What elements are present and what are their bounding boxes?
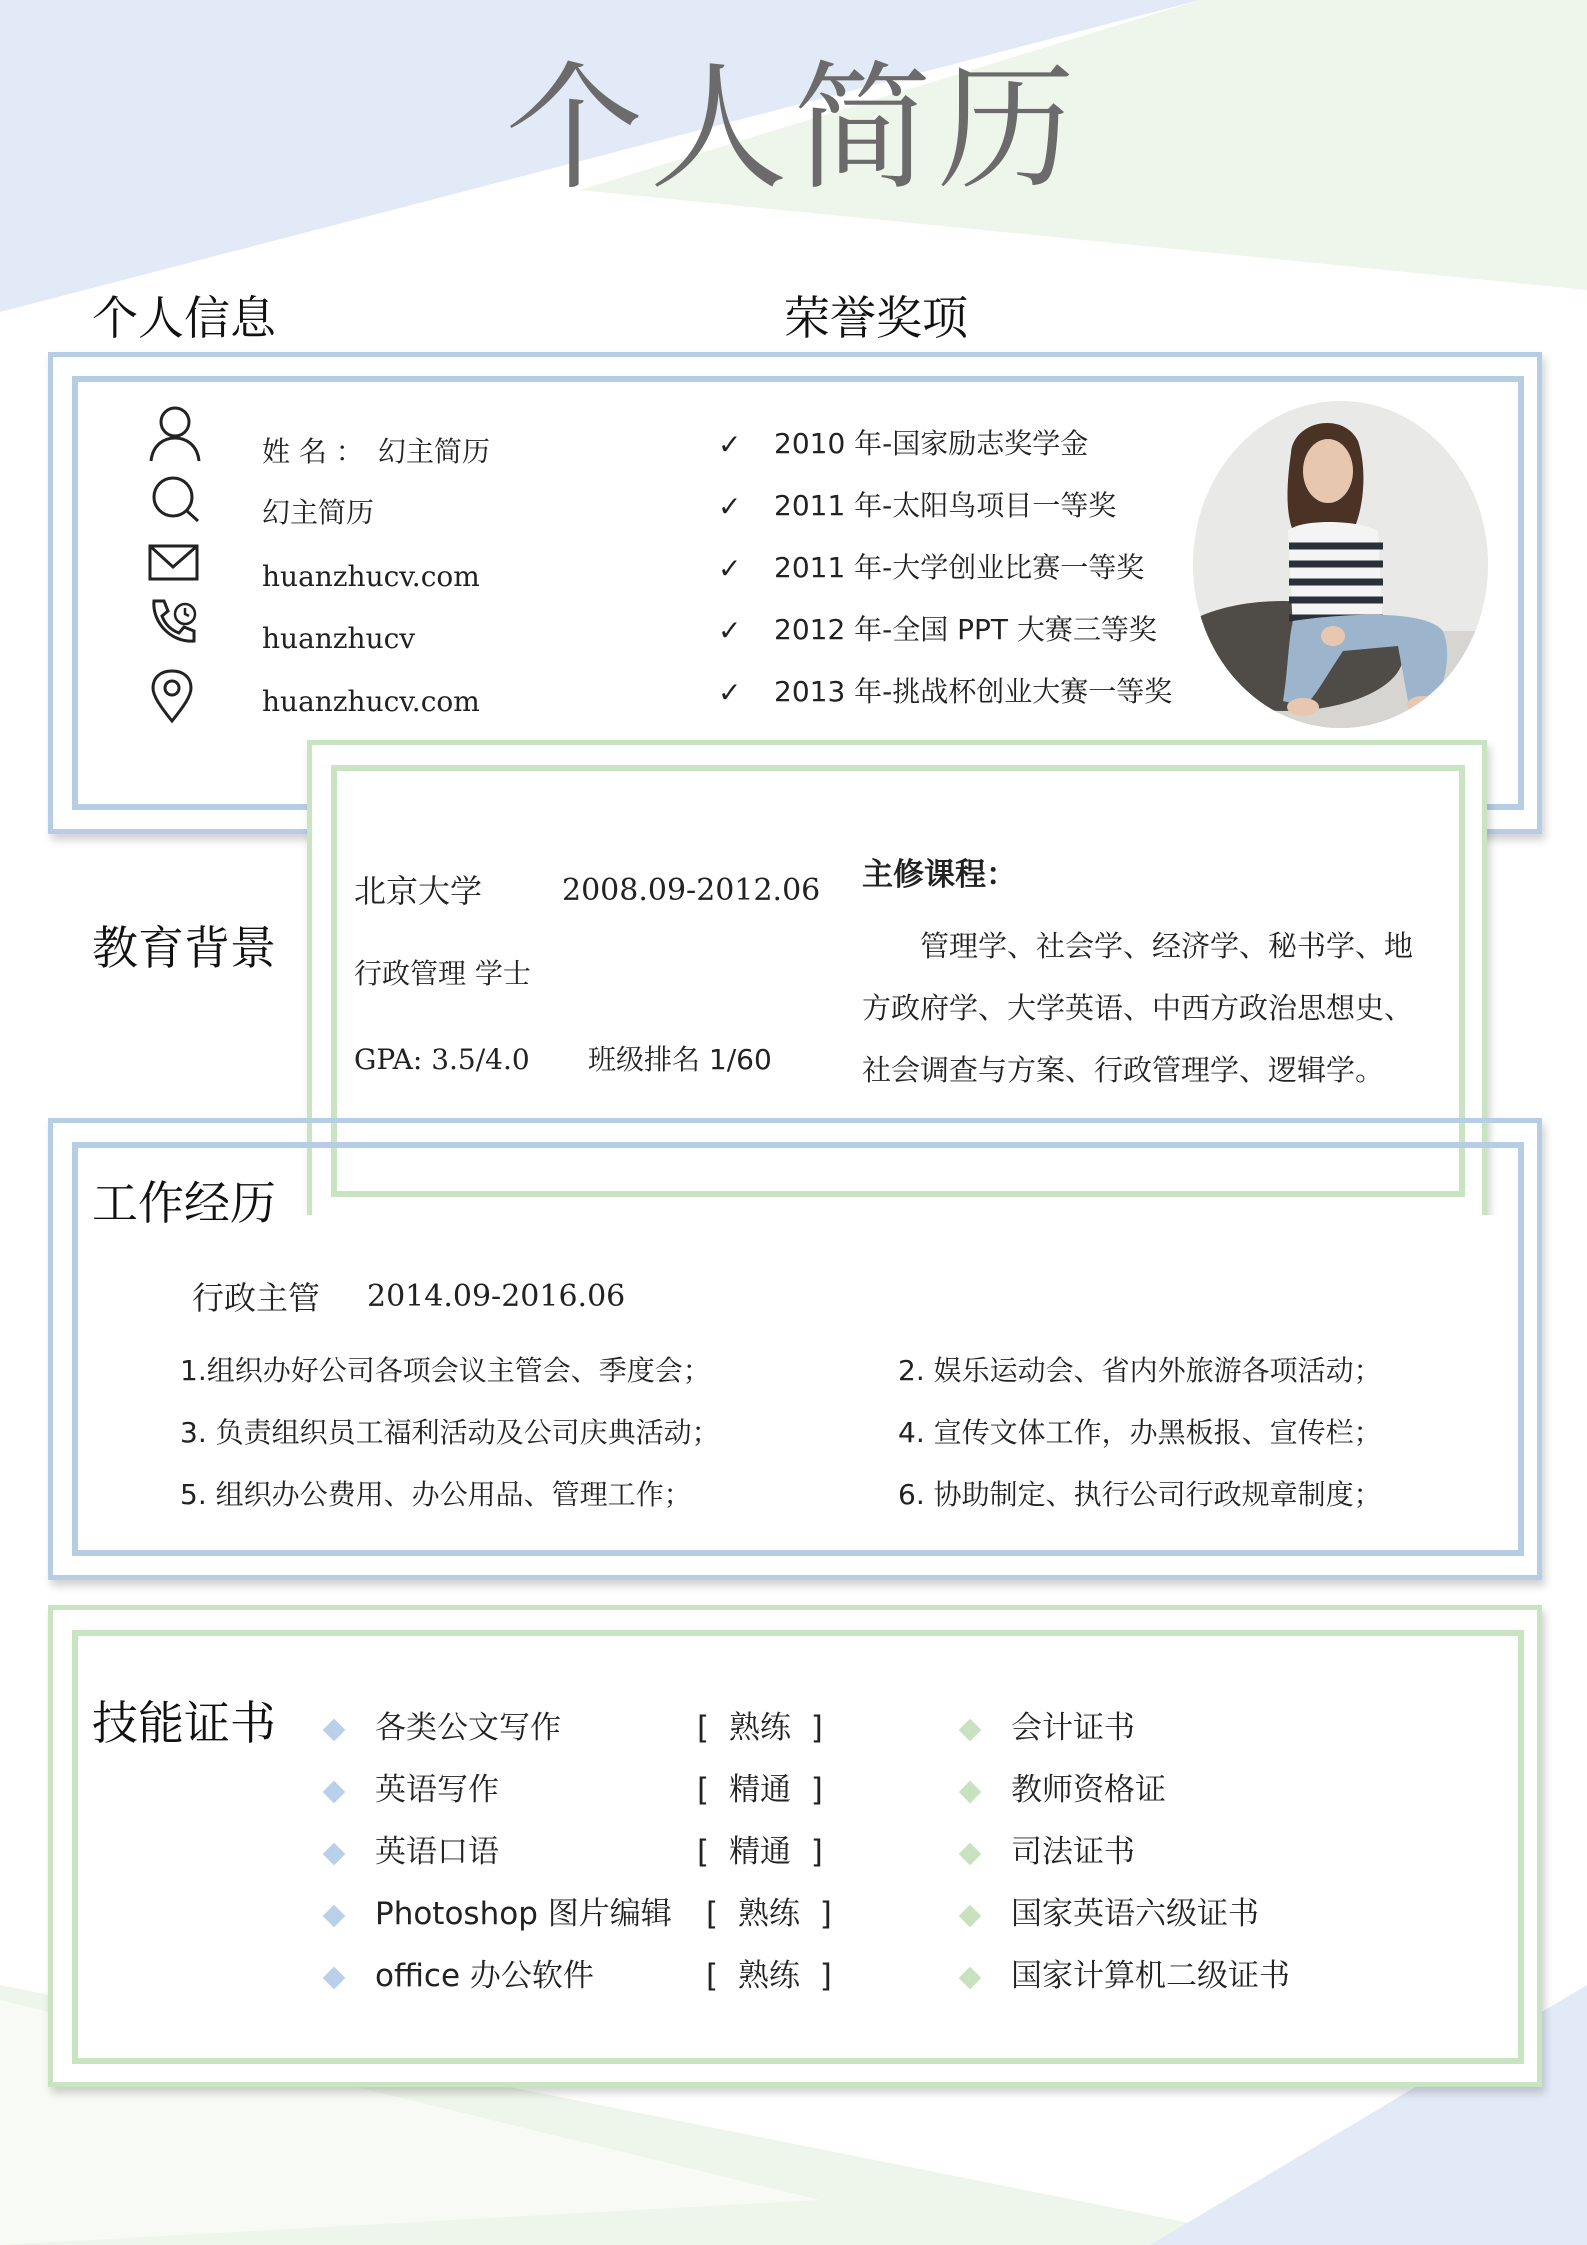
check-icon: ✓	[718, 490, 742, 523]
gpa-value: GPA: 3.5/4.0	[354, 1043, 530, 1076]
courses-list: 管理学、社会学、经济学、秘书学、地方政府学、大学英语、中西方政治思想史、社会调查与方案、行政管理学、逻辑学。	[862, 929, 1414, 1087]
person-icon	[148, 405, 202, 463]
name-value: 幻主简历	[378, 435, 491, 468]
page-title: 个人简历	[505, 48, 1082, 209]
skill-level: [ 熟练 ]	[706, 1896, 832, 1932]
education-period: 2008.09-2012.06	[562, 873, 821, 908]
skill-name: Photoshop 图片编辑	[375, 1896, 672, 1932]
skill-level: [ 熟练 ]	[697, 1710, 823, 1746]
certificate-name: 会计证书	[1011, 1710, 1135, 1746]
section-title-work: 工作经历	[92, 1176, 276, 1230]
alias-value: 幻主简历	[262, 496, 375, 529]
honor-item: 2010 年-国家励志奖学金	[774, 427, 1089, 460]
check-icon: ✓	[718, 676, 742, 709]
duty-item: 4. 宣传文体工作，办黑板报、宣传栏；	[898, 1416, 1382, 1449]
name-label: 姓 名 ：	[262, 435, 364, 468]
certificate-name: 国家计算机二级证书	[1011, 1958, 1290, 1994]
honor-item: 2012 年-全国 PPT 大赛三等奖	[774, 613, 1157, 646]
location-value: huanzhucv.com	[262, 685, 480, 718]
certificate-name: 教师资格证	[1011, 1772, 1166, 1808]
section-title-personal: 个人信息	[92, 291, 276, 345]
class-rank: 班级排名 1/60	[588, 1043, 772, 1076]
courses-title: 主修课程：	[862, 857, 1017, 893]
duty-item: 2. 娱乐运动会、省内外旅游各项活动；	[898, 1354, 1382, 1387]
section-title-education: 教育背景	[92, 921, 276, 975]
skill-name: 英语口语	[375, 1834, 499, 1870]
honor-item: 2013 年-挑战杯创业大赛一等奖	[774, 675, 1173, 708]
skill-name: office 办公软件	[375, 1958, 594, 1994]
section-title-skills: 技能证书	[92, 1696, 276, 1750]
search-icon	[150, 474, 202, 524]
work-period: 2014.09-2016.06	[367, 1279, 626, 1314]
mail-icon	[148, 543, 200, 583]
check-icon: ✓	[718, 614, 742, 647]
skill-level: [ 精通 ]	[697, 1772, 823, 1808]
duty-item: 6. 协助制定、执行公司行政规章制度；	[898, 1478, 1382, 1511]
duty-item: 3. 负责组织员工福利活动及公司庆典活动；	[180, 1416, 720, 1449]
location-icon	[150, 668, 194, 724]
duty-item: 1.组织办好公司各项会议主管会、季度会；	[180, 1354, 711, 1387]
work-position: 行政主管	[192, 1279, 321, 1317]
profile-photo	[1193, 401, 1488, 728]
certificate-name: 国家英语六级证书	[1011, 1896, 1259, 1932]
phone-value: huanzhucv	[262, 622, 416, 655]
education-major: 行政管理 学士	[354, 957, 531, 990]
phone-icon	[148, 597, 200, 647]
honor-item: 2011 年-太阳鸟项目一等奖	[774, 489, 1117, 522]
section-title-honors: 荣誉奖项	[784, 291, 968, 345]
skill-name: 各类公文写作	[375, 1710, 561, 1746]
school-name: 北京大学	[354, 872, 483, 910]
skill-level: [ 精通 ]	[697, 1834, 823, 1870]
duty-item: 5. 组织办公费用、办公用品、管理工作；	[180, 1478, 692, 1511]
honor-item: 2011 年-大学创业比赛一等奖	[774, 551, 1145, 584]
check-icon: ✓	[718, 552, 742, 585]
skill-level: [ 熟练 ]	[706, 1958, 832, 1994]
certificate-name: 司法证书	[1011, 1834, 1135, 1870]
skill-name: 英语写作	[375, 1772, 499, 1808]
check-icon: ✓	[718, 428, 742, 461]
email-value: huanzhucv.com	[262, 560, 480, 593]
